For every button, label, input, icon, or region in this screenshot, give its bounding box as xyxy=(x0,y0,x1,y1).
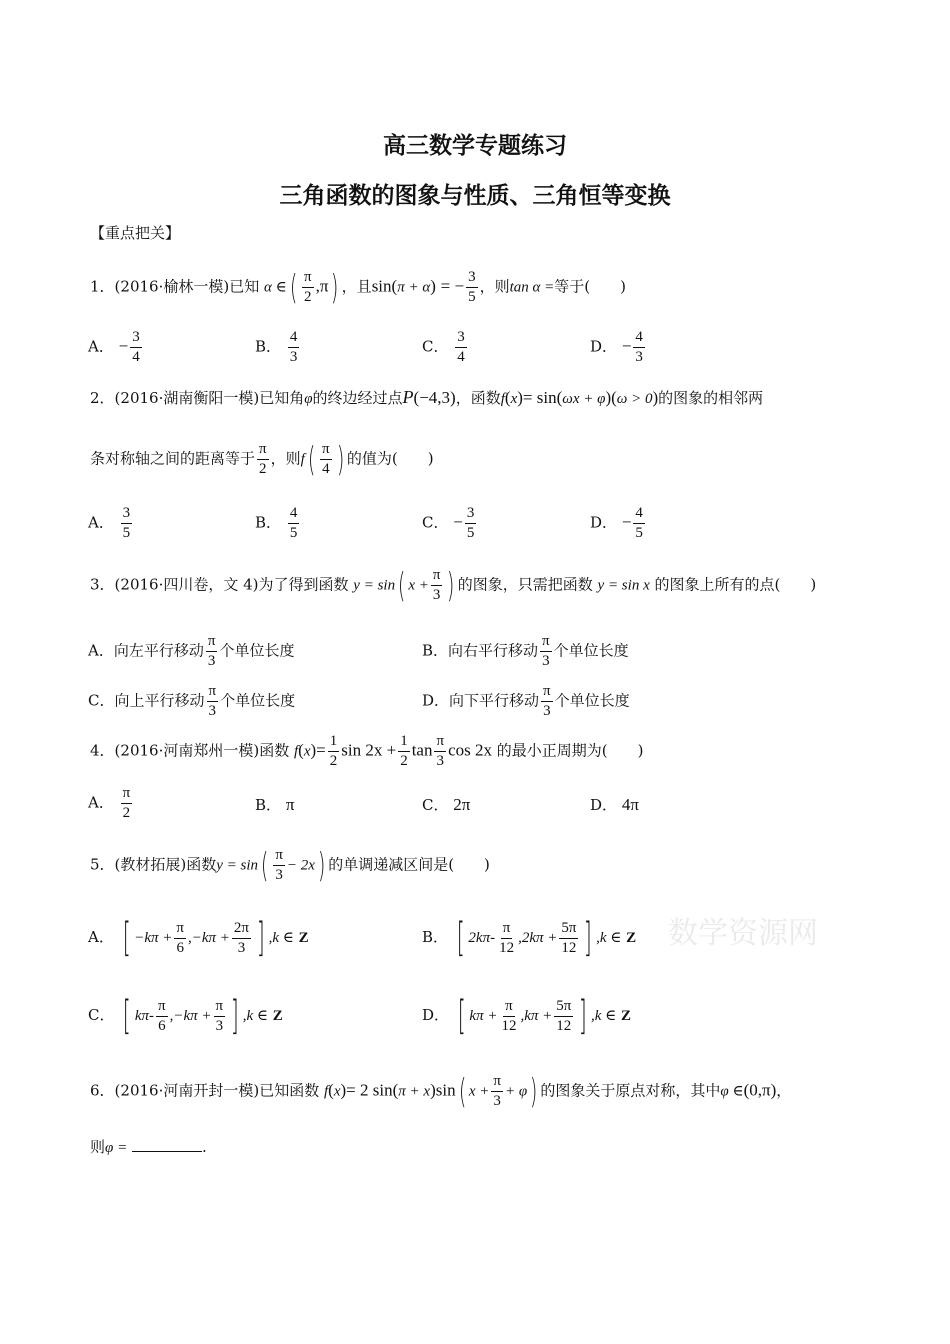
q3-option-c[interactable]: C．向上平行移动 $\frac{\pi}{3}$ 个单位长度 xyxy=(88,683,296,719)
q2-option-c[interactable]: C． − $\frac{3}{5}$ xyxy=(422,505,475,541)
q2-option-a[interactable]: A． $\frac{3}{5}$ xyxy=(88,505,131,541)
q1-source: (2016·榆林一模)已知 xyxy=(114,277,260,296)
question-2-line2: 条对称轴之间的距离等于 $\frac{\pi}{2}$ ，则f( $\frac{\pi}{4}$ ) 的值为( ) xyxy=(90,439,434,480)
question-2-line1: 2．(2016·湖南衡阳一模)已知角φ的终边经过点P(−4,3)，函数f(x)= sin(ωx + φ)(ω > 0)的图象的相邻两 xyxy=(90,387,764,407)
q4-option-c[interactable]: C． 2π xyxy=(422,795,471,814)
section-heading: 【重点把关】 xyxy=(90,224,181,242)
q1-arg: π + α xyxy=(397,279,431,296)
q5-option-b[interactable]: B． [ 2kπ- $\frac{\pi}{12}$ ,2kπ + $\frac{5\pi}{12}$ ] ,k ∈ Z xyxy=(422,915,637,961)
watermark: 数学资源网 xyxy=(668,916,818,951)
q3-option-b[interactable]: B．向右平行移动 $\frac{\pi}{3}$ 个单位长度 xyxy=(422,633,629,669)
q2-option-d[interactable]: D． − $\frac{4}{5}$ xyxy=(590,505,643,541)
question-6-line1: 6．(2016·河南开封一模)已知函数 f(x)= 2 sin(π + x)sin( x + $\frac{\pi}{3}$ + φ) 的图象关于原点对称，其中φ ∈(0,π)， xyxy=(90,1071,792,1112)
q1-alpha: α ∈ xyxy=(263,279,287,296)
question-5: 5．(教材拓展)函数y = sin( $\frac{\pi}{3}$ − 2x) 的单调递减区间是( ) xyxy=(90,845,490,886)
q1-option-b[interactable]: B． $\frac{4}{3}$ xyxy=(255,329,298,365)
q1-sin: sin xyxy=(371,276,392,296)
question-4: 4．(2016·河南郑州一模)函数 f(x)= $\frac{1}{2}$ sin 2x + $\frac{1}{2}$ tan $\frac{\pi}{3}$ cos 2x 的最小正周期为( ) xyxy=(90,733,644,769)
q1-frac-35: $\frac{3}{5}$ xyxy=(468,269,476,305)
q5-option-c[interactable]: C． [ kπ- $\frac{\pi}{6}$ ,−kπ + $\frac{\pi}{3}$ ] ,k ∈ Z xyxy=(88,993,283,1039)
q1-rparen: ) xyxy=(331,267,339,308)
q4-option-d[interactable]: D． 4π xyxy=(590,795,639,814)
q5-option-a[interactable]: A． [ −kπ + $\frac{\pi}{6}$ ,−kπ + $\frac{2\pi}{3}$ ] ,k ∈ Z xyxy=(88,915,309,961)
q1-eq: = − xyxy=(440,276,465,296)
page-title: 高三数学专题练习 xyxy=(383,133,567,159)
q1-frac-pi2: $\frac{\pi}{2}$ xyxy=(303,269,312,305)
question-3: 3．(2016·四川卷，文 4)为了得到函数 y = sin( x + $\frac{\pi}{3}$ ) 的图象，只需把函数 y = sin x 的图象上所有的点( ) xyxy=(90,565,817,606)
q1-mid: ，且 xyxy=(341,277,372,296)
q1-option-d[interactable]: D． − $\frac{4}{3}$ xyxy=(590,329,643,365)
q5-option-d[interactable]: D． [ kπ + $\frac{\pi}{12}$ ,kπ + $\frac{5\pi}{12}$ ] ,k ∈ Z xyxy=(422,993,632,1039)
page-subtitle: 三角函数的图象与性质、三角恒等变换 xyxy=(279,183,671,209)
q1-tan: tan α = xyxy=(509,279,555,296)
q1-end: 等于( ) xyxy=(554,277,627,296)
q2-phi: φ xyxy=(304,391,313,407)
q1-option-a[interactable]: A． − $\frac{3}{4}$ xyxy=(88,329,140,365)
question-6-line2: 则φ = . xyxy=(90,1138,207,1156)
q1-label: 1． xyxy=(90,277,115,296)
q1-then: ，则 xyxy=(479,277,510,296)
q2-option-b[interactable]: B． $\frac{4}{5}$ xyxy=(255,505,298,541)
q3-option-a[interactable]: A．向左平行移动 $\frac{\pi}{3}$ 个单位长度 xyxy=(88,633,295,669)
q6-answer-blank[interactable] xyxy=(132,1137,202,1152)
q4-option-a[interactable]: A． $\frac{\pi}{2}$ xyxy=(88,785,131,821)
q1-pi: π xyxy=(319,276,329,296)
q4-option-b[interactable]: B． π xyxy=(255,795,295,814)
q1-option-c[interactable]: C． $\frac{3}{4}$ xyxy=(422,329,465,365)
question-1: 1．(2016·榆林一模)已知 α ∈( $\frac{\pi}{2}$ ,π) ，且sin(π + α) = − $\frac{3}{5}$ ，则tan α =等于( ) xyxy=(90,267,627,308)
q3-option-d[interactable]: D．向下平行移动 $\frac{\pi}{3}$ 个单位长度 xyxy=(422,683,630,719)
q1-lparen: ( xyxy=(289,267,297,308)
q2-point: −4,3 xyxy=(419,388,451,407)
